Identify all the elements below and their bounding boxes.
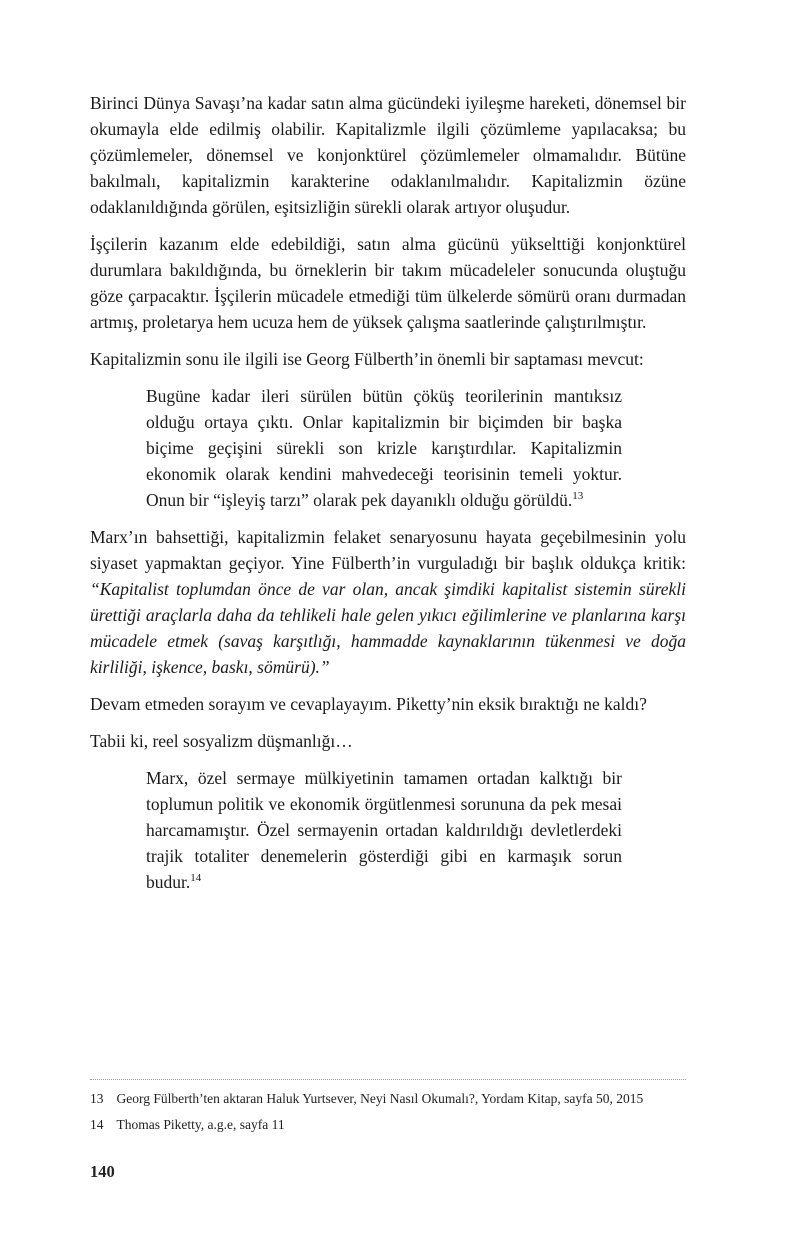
paragraph: Devam etmeden sorayım ve cevaplayayım. Piketty’nin eksik bıraktığı ne kaldı? bbox=[90, 694, 647, 714]
footnote-13 bbox=[90, 1089, 686, 1108]
footnote-number: 13 bbox=[90, 1091, 104, 1106]
page-number: 140 bbox=[90, 1162, 115, 1181]
paragraph bbox=[90, 524, 686, 680]
paragraph: İşçilerin kazanım elde edebildiği, satın alma gücünü yükselttiği konjonktürel durumlara bakıldığında, bu örneklerin bir takım mücadeleler sonucunda oluştuğu göze çarpacaktır. İşçilerin mücadele etmediği tüm ülkelerde sömürü oranı durmadan artmış, proletarya hem ucuza hem de yüksek çalışma saatlerinde çalıştırılmıştır. bbox=[90, 234, 686, 332]
quote-text: Bugüne kadar ileri sürülen bütün çöküş teorilerinin mantıksız olduğu ortaya çıktı. Onlar kapitalizmin bir biçimden bir başka biçime geçişini sürekli son krizle karıştırdılar. Kapitalizmin ekonomik olarak kendini mahvedeceği teorisinin temeli yoktur. Onun bir “işleyiş tarzı” olarak pek dayanıklı olduğu görüldü. bbox=[146, 386, 622, 510]
page-body-text bbox=[90, 90, 686, 906]
block-quote bbox=[90, 765, 686, 895]
footnote-text: Thomas Piketty, a.g.e, sayfa 11 bbox=[116, 1117, 285, 1132]
footnote-text: Georg Fülberth’ten aktaran Haluk Yurtsever, Neyi Nasıl Okumalı?, Yordam Kitap, sayfa 50, 2015 bbox=[116, 1091, 644, 1106]
quoted-italic-passage: “Kapitalist toplumdan önce de var olan, ancak şimdiki kapitalist sistemin sürekli ürettiği araçlarla daha da tehlikeli hale gelen yıkıcı eğilimlerine ve planlarına karşı mücadele etmek (savaş karşıtlığı, hammadde kaynaklarının tükenmesi ve doğa kirliliği, işkence, baskı, sömürü).” bbox=[90, 579, 686, 677]
footnote-separator-line bbox=[90, 1079, 686, 1080]
paragraph: Kapitalizmin sonu ile ilgili ise Georg Fülberth’in önemli bir saptaması mevcut: bbox=[90, 349, 644, 369]
footnote-reference-14: 14 bbox=[190, 872, 202, 885]
footnote-number: 14 bbox=[90, 1117, 104, 1132]
footnote-14 bbox=[90, 1115, 686, 1134]
block-quote bbox=[90, 383, 686, 513]
paragraph: Birinci Dünya Savaşı’na kadar satın alma gücündeki iyileşme hareketi, dönemsel bir okumayla elde edilmiş olabilir. Kapitalizmle ilgili çözümleme yapılacaksa; bu çözümlemeler, dönemsel ve konjonktürel çözümlemeler olmamalıdır. Bütüne bakılmalı, kapitalizmin karakterine odaklanılmalıdır. Kapitalizmin özüne odaklanıldığında görülen, eşitsizliğin sürekli olarak artıyor oluşudur. bbox=[90, 93, 686, 217]
footnote-reference-13: 13 bbox=[572, 490, 584, 503]
footnotes-section bbox=[90, 1079, 686, 1181]
paragraph-text: Marx’ın bahsettiği, kapitalizmin felaket senaryosunu hayata geçebilmesinin yolu siyaset yapmaktan geçiyor. Yine Fülberth’in vurguladığı bir başlık oldukça kritik: bbox=[90, 527, 686, 573]
paragraph: Tabii ki, reel sosyalizm düşmanlığı… bbox=[90, 731, 353, 751]
quote-text: Marx, özel sermaye mülkiyetinin tamamen ortadan kalktığı bir toplumun politik ve ekonomik örgütlenmesi sorununa da pek mesai harcamamıştır. Özel sermayenin ortadan kaldırıldığı devletlerdeki trajik totaliter denemelerin gösterdiği gibi en karmaşık sorun budur. bbox=[146, 768, 622, 892]
